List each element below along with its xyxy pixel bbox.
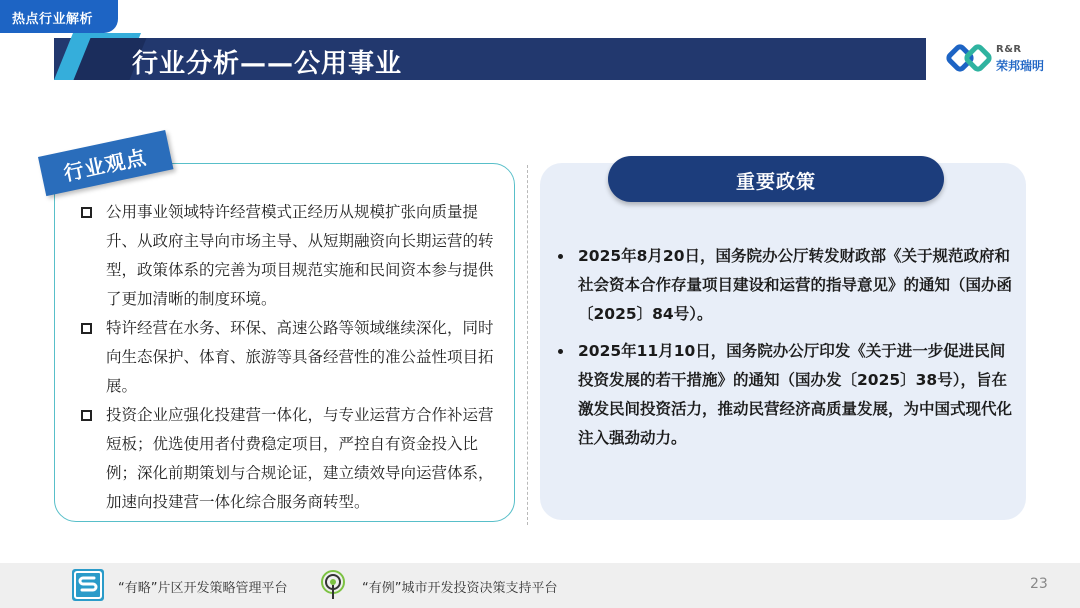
footer-platform-1: “有略”片区开发策略管理平台 xyxy=(118,581,288,596)
logo-text-en: R&R xyxy=(996,44,1022,55)
policy-list xyxy=(556,242,1012,461)
policy-heading: 重要政策 xyxy=(735,171,816,193)
section-tag xyxy=(0,0,118,33)
list-item-text: 特许经营在水务、环保、高速公路等领域继续深化，同时向生态保护、体育、旅游等具备经营性的准公益性项目拓展。 xyxy=(106,319,494,395)
bullet-dot-icon xyxy=(558,254,563,259)
list-item xyxy=(80,314,498,401)
list-item xyxy=(556,242,1012,329)
footer-platform-2: “有例”城市开发投资决策支持平台 xyxy=(362,581,558,596)
list-item-text: 投资企业应强化投建营一体化，与专业运营方合作补运营短板；优选使用者付费稳定项目，严控自有资金投入比例；深化前期策划与合规论证，建立绩效导向运营体系，加速向投建营一体化综合服务商转型。 xyxy=(106,406,494,511)
industry-view-list xyxy=(80,198,498,517)
square-bullet-icon xyxy=(81,323,92,334)
list-item-text: 公用事业领域特许经营模式正经历从规模扩张向质量提升、从政府主导向市场主导、从短期融资向长期运营的转型，政策体系的完善为项目规范实施和民间资本参与提供了更加清晰的制度环境。 xyxy=(106,203,494,308)
square-bullet-icon xyxy=(81,410,92,421)
youlue-platform-icon xyxy=(72,569,104,601)
bullet-dot-icon xyxy=(558,349,563,354)
company-logo xyxy=(946,40,1056,76)
policy-heading-pill xyxy=(608,156,944,202)
youli-platform-icon xyxy=(317,569,349,601)
industry-view-badge-label: 行业观点 xyxy=(61,144,149,186)
dashed-divider xyxy=(527,165,528,525)
list-item xyxy=(80,401,498,517)
square-bullet-icon xyxy=(81,207,92,218)
page-title: 行业分析——公用事业 xyxy=(132,49,403,79)
list-item xyxy=(556,337,1012,453)
logo-text-cn: 荣邦瑞明 xyxy=(996,59,1045,73)
page-number: 23 xyxy=(1030,576,1048,592)
list-item-text: 2025年8月20日，国务院办公厅转发财政部《关于规范政府和社会资本合作存量项目建设和运营的指导意见》的通知（国办函〔2025〕84号）。 xyxy=(578,247,1013,323)
list-item xyxy=(80,198,498,314)
logo-mark-icon xyxy=(946,42,994,74)
section-tag-label: 热点行业解析 xyxy=(12,12,94,27)
list-item-text: 2025年11月10日，国务院办公厅印发《关于进一步促进民间投资发展的若干措施》的通知（国办发〔2025〕38号），旨在激发民间投资活力，推动民营经济高质量发展，为中国式现代化注入强劲动力。 xyxy=(578,342,1013,447)
